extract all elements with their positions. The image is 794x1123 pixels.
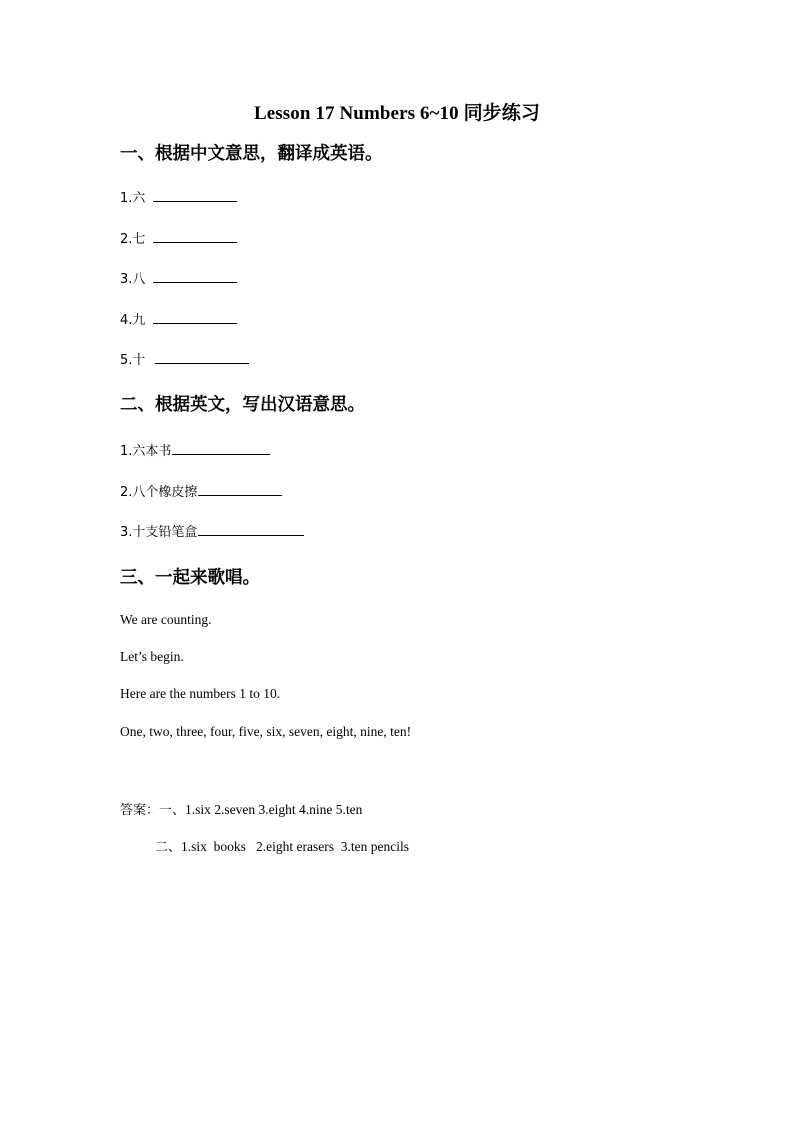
section-1-item [120, 228, 237, 247]
section-2-item [120, 481, 282, 500]
answer-blank[interactable] [153, 309, 237, 324]
item-label: 1.六 [120, 191, 146, 206]
answer-blank[interactable] [153, 228, 237, 243]
answer-blank[interactable] [198, 481, 282, 496]
answer-part-1-text: 1.six 2.seven 3.eight 4.nine 5.ten [185, 802, 363, 817]
section-1-item [120, 309, 237, 328]
page-title: Lesson 17 Numbers 6~10 同步练习 [254, 103, 540, 124]
answer-part-2-text: 1.six books 2.eight erasers 3.ten pencils [181, 839, 409, 854]
item-label: 3.十支铅笔盒 [120, 525, 198, 540]
item-label: 4.九 [120, 313, 146, 328]
answer-blank[interactable] [153, 268, 237, 283]
section-3-heading: 三、一起来歌唱。 [120, 568, 260, 588]
answer-key-label: 答案： [120, 803, 160, 818]
answer-blank[interactable] [198, 521, 304, 536]
section-1-item [120, 268, 237, 287]
section-1-heading: 一、根据中文意思，翻译成英语。 [120, 144, 383, 164]
answer-blank[interactable] [172, 440, 270, 455]
song-line: One, two, three, four, five, six, seven, eight, nine, ten! [120, 724, 412, 739]
section-2-heading: 二、根据英文，写出汉语意思。 [120, 395, 365, 415]
answer-part-2-prefix: 二、 [155, 840, 182, 855]
section-2-item [120, 521, 304, 540]
answer-blank[interactable] [153, 187, 237, 202]
song-line: Here are the numbers 1 to 10. [120, 686, 281, 701]
item-label: 3.八 [120, 272, 146, 287]
section-2-item [120, 440, 270, 459]
section-1-item [120, 187, 237, 206]
answer-blank[interactable] [155, 349, 249, 364]
answer-key-part-2 [155, 836, 409, 855]
item-label: 5.十 [120, 353, 146, 368]
item-label: 2.八个橡皮擦 [120, 485, 198, 500]
item-label: 2.七 [120, 232, 146, 247]
song-line: Let’s begin. [120, 649, 184, 664]
song-line: We are counting. [120, 612, 212, 627]
answer-part-1-prefix: 一、 [159, 803, 186, 818]
section-1-item [120, 349, 249, 368]
answer-key-part-1 [120, 799, 362, 818]
item-label: 1.六本书 [120, 444, 172, 459]
